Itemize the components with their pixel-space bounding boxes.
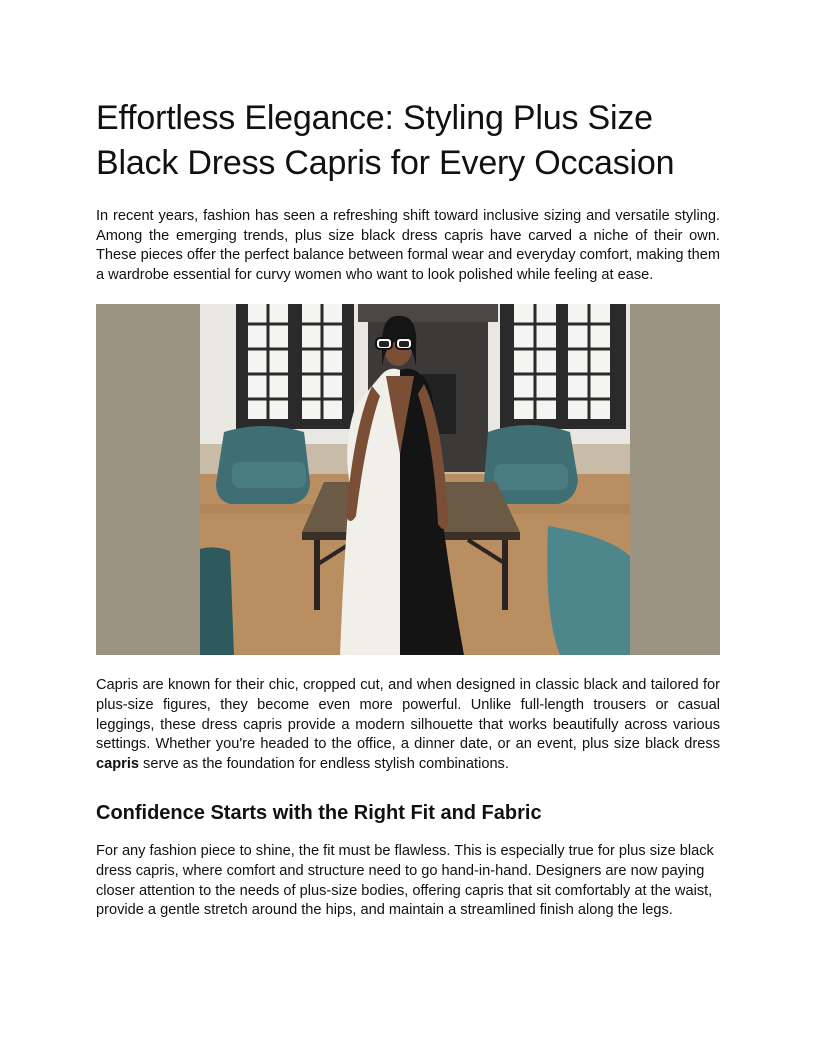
intro-paragraph: In recent years, fashion has seen a refreshing shift toward inclusive sizing and versatile styling. Among the emerging trends, plus size black dress capris have carved a niche of their own. These pieces offer the perfect balance between formal wear and everyday comfort, making them a wardrobe essential for curvy women who want to look polished while feeling at ease. xyxy=(96,208,720,283)
capris-bold-link-text: capris xyxy=(96,755,139,772)
body-paragraph-capris-end: serve as the foundation for endless stylish combinations. xyxy=(139,755,509,772)
article-image xyxy=(96,304,720,655)
body-paragraph-capris-text: Capris are known for their chic, cropped cut, and when designed in classic black and tailored for plus-size figures, they become even more powerful. Unlike full-length trousers or casual leggings, these dress capris provide a modern silhouette that works beautifully across various settings. Whether you're headed to the office, a dinner date, or an event, plus size black dress xyxy=(96,677,720,753)
body-paragraph-fit: For any fashion piece to shine, the fit must be flawless. This is especially true for plus size black dress capris, where comfort and structure need to go hand-in-hand. Designers are now paying closer attention to the needs of plus-size bodies, offering capris that sit comfortably at the waist, provide a gentle stretch around the hips, and maintain a streamlined finish along the legs. xyxy=(96,843,714,919)
page-title: Effortless Elegance: Styling Plus Size Black Dress Capris for Every Occasion xyxy=(96,99,675,182)
photo-model-in-living-room xyxy=(96,304,720,655)
article xyxy=(96,96,720,921)
section-heading-fit: Confidence Starts with the Right Fit and Fabric xyxy=(96,802,542,825)
body-paragraph-capris xyxy=(96,676,720,774)
